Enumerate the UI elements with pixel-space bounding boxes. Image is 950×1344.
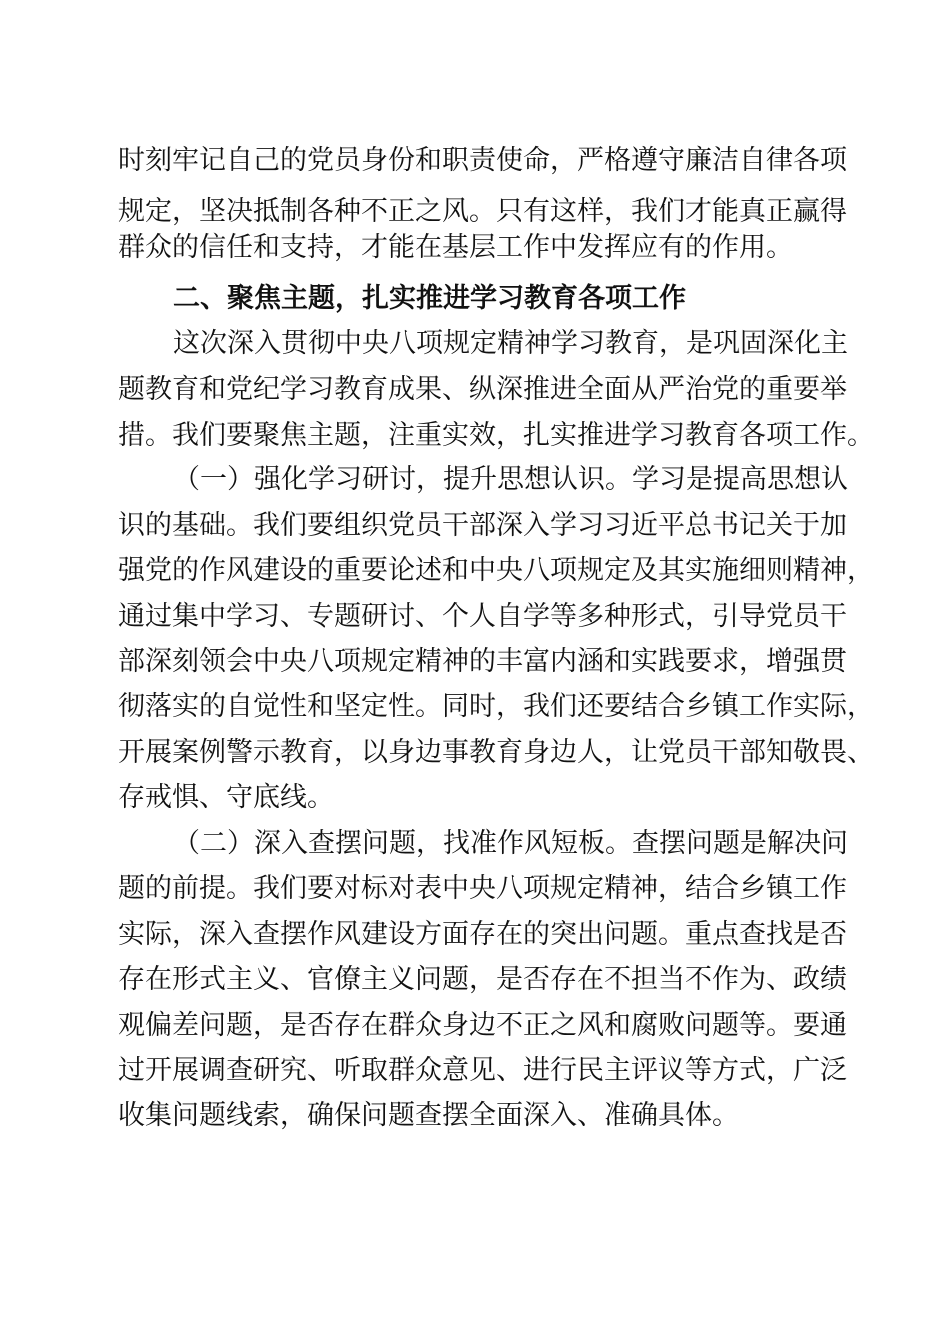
text-line: 时刻牢记自己的党员身份和职责使命，严格遵守廉洁自律各项 <box>118 145 847 176</box>
text-line: 观偏差问题，是否存在群众身边不正之风和腐败问题等。要通 <box>118 1010 847 1041</box>
subsection-first-line: （二）深入查摆问题，找准作风短板。查摆问题是解决问 <box>173 828 848 859</box>
subsection-first-line: （一）强化学习研讨，提升思想认识。学习是提高思想认 <box>173 464 848 495</box>
text-line: 措。我们要聚焦主题，注重实效，扎实推进学习教育各项工作。 <box>118 420 874 451</box>
text-line: 过开展调查研究、听取群众意见、进行民主评议等方式，广泛 <box>118 1055 847 1086</box>
text-line: 题教育和党纪学习教育成果、纵深推进全面从严治党的重要举 <box>118 374 847 405</box>
text-line: 部深刻领会中央八项规定精神的丰富内涵和实践要求，增强贯 <box>118 646 847 677</box>
text-line: 题的前提。我们要对标对表中央八项规定精神，结合乡镇工作 <box>118 873 847 904</box>
text-line: 开展案例警示教育，以身边事教育身边人，让党员干部知敬畏、 <box>118 737 874 768</box>
paragraph-first-line: 这次深入贯彻中央八项规定精神学习教育，是巩固深化主 <box>173 328 848 359</box>
text-line: 彻落实的自觉性和坚定性。同时，我们还要结合乡镇工作实际， <box>118 691 874 722</box>
text-line: 规定，坚决抵制各种不正之风。只有这样，我们才能真正赢得 <box>118 196 847 227</box>
text-line: 收集问题线索，确保问题查摆全面深入、准确具体。 <box>118 1100 739 1131</box>
text-line: 实际，深入查摆作风建设方面存在的突出问题。重点查找是否 <box>118 919 847 950</box>
text-line: 群众的信任和支持，才能在基层工作中发挥应有的作用。 <box>118 232 793 263</box>
text-line: 强党的作风建设的重要论述和中央八项规定及其实施细则精神， <box>118 555 874 586</box>
section-heading: 二、聚焦主题，扎实推进学习教育各项工作 <box>173 283 686 314</box>
text-line: 通过集中学习、专题研讨、个人自学等多种形式，引导党员干 <box>118 601 847 632</box>
text-line: 识的基础。我们要组织党员干部深入学习习近平总书记关于加 <box>118 510 847 541</box>
text-line: 存在形式主义、官僚主义问题，是否存在不担当不作为、政绩 <box>118 964 847 995</box>
text-line: 存戒惧、守底线。 <box>118 782 334 813</box>
